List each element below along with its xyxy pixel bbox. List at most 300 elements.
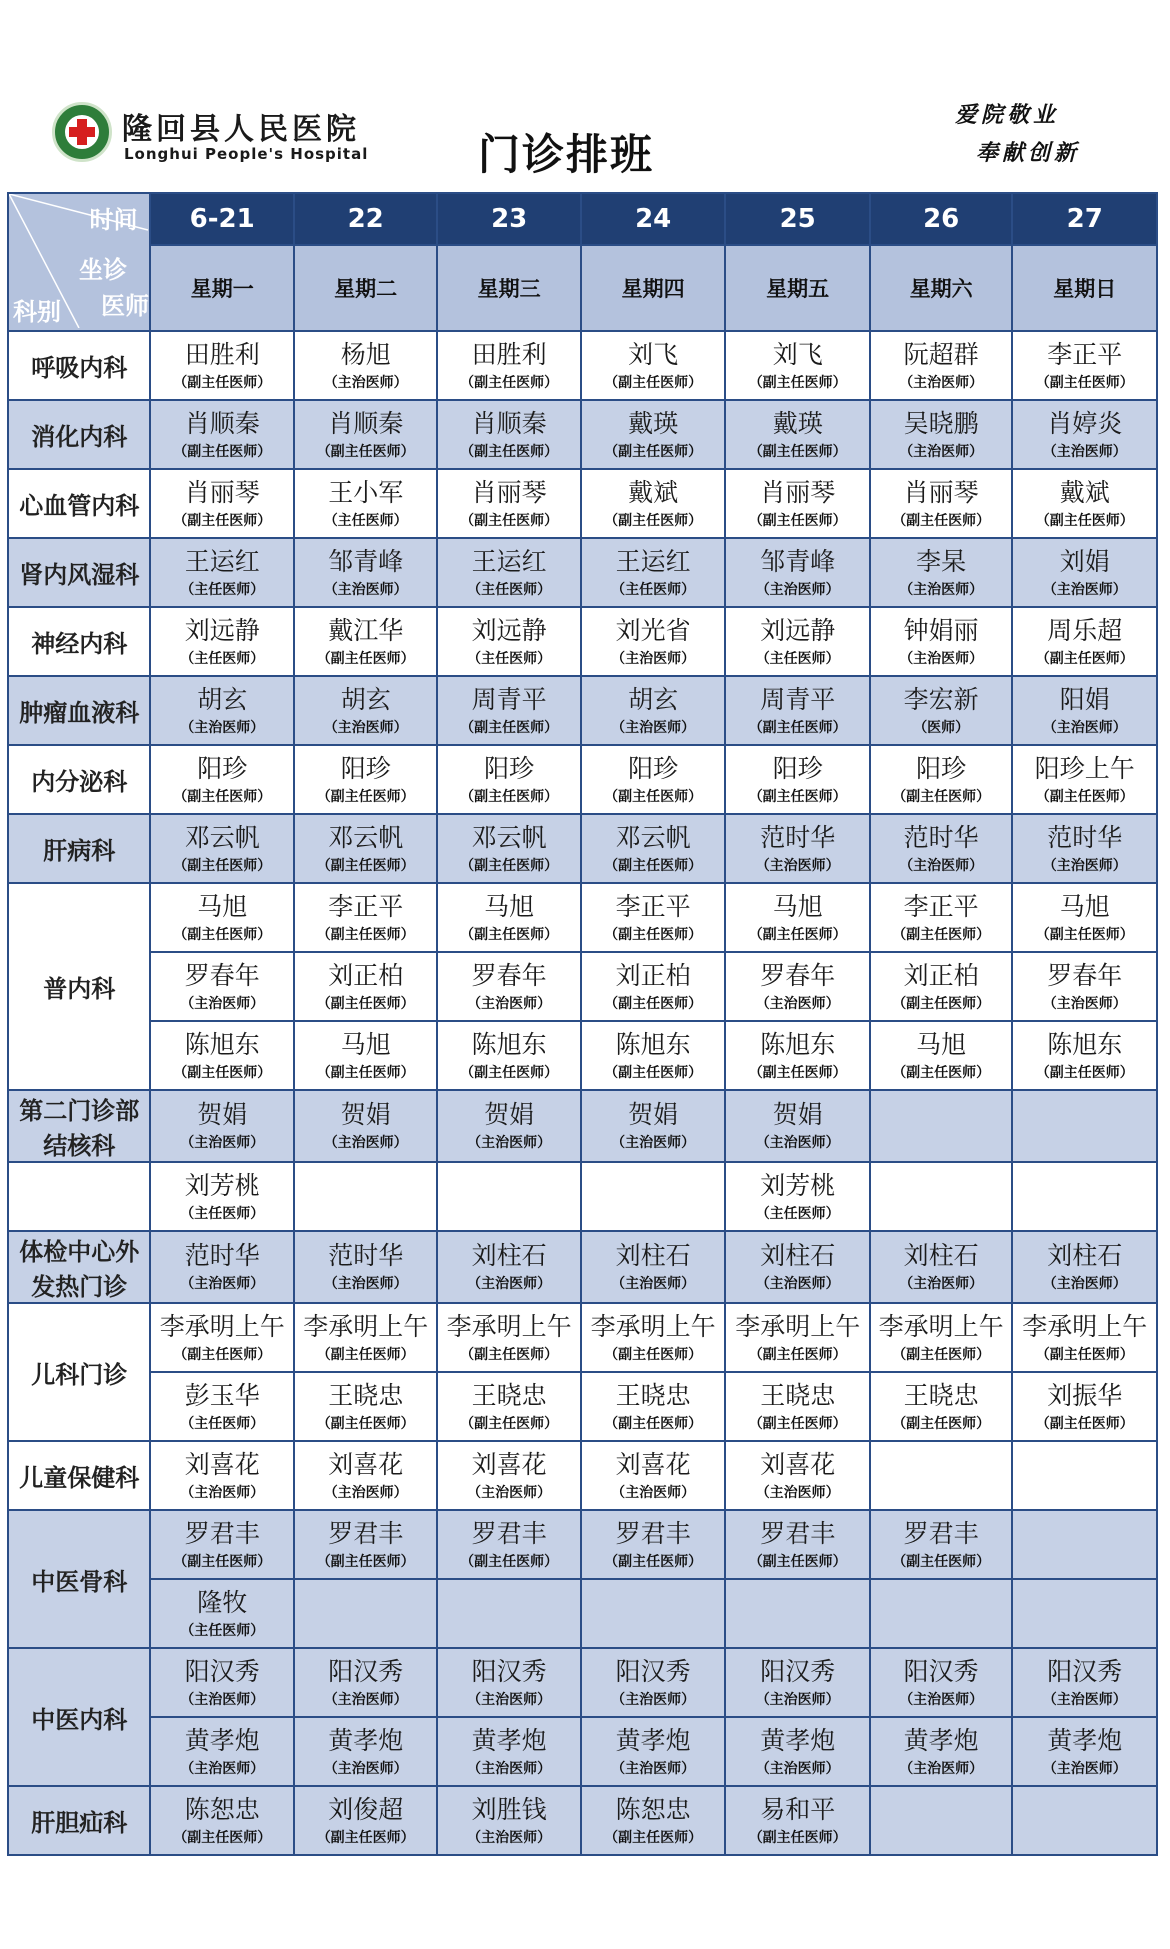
department-name: [8, 1231, 150, 1303]
doctor-title: （副主任医师）: [1035, 650, 1134, 667]
doctor-name: 贺娟: [772, 1100, 823, 1129]
doctor-title: （副主任医师）: [173, 1829, 272, 1846]
doctor-title: （主治医师）: [467, 995, 552, 1012]
doctor-title: （副主任医师）: [604, 788, 703, 805]
doctor-cell: [1012, 1303, 1157, 1372]
department-name: [8, 1162, 150, 1231]
doctor-name: 贺娟: [628, 1100, 679, 1129]
doctor-title: （主任医师）: [180, 1415, 265, 1432]
doctor-title: （副主任医师）: [173, 1553, 272, 1570]
doctor-cell: [150, 1786, 293, 1855]
doctor-title: （副主任医师）: [316, 1829, 415, 1846]
doctor-name: 罗君丰: [328, 1518, 404, 1548]
doctor-title: （副主任医师）: [316, 926, 415, 943]
doctor-title: （主治医师）: [180, 1276, 265, 1292]
doctor-name: 李承明上午: [590, 1311, 716, 1341]
doctor-title: （副主任医师）: [316, 857, 415, 874]
doctor-name: 刘喜花: [615, 1449, 691, 1479]
doctor-name: 黄孝炮: [615, 1725, 691, 1755]
doctor-cell: [581, 607, 726, 676]
department-name: [8, 1090, 150, 1162]
doctor-title: （副主任医师）: [892, 512, 991, 529]
doctor-title: （副主任医师）: [1035, 1415, 1134, 1432]
doctor-cell: [437, 1021, 580, 1090]
doctor-cell: [870, 1090, 1012, 1162]
doctor-cell: [870, 1717, 1012, 1786]
doctor-name: 罗君丰: [615, 1518, 691, 1548]
department-name: [8, 607, 150, 676]
doctor-name: 贺娟: [197, 1100, 248, 1129]
doctor-name: 阳珍: [772, 753, 823, 783]
doctor-title: （主治医师）: [755, 1484, 840, 1501]
doctor-name: 李杲: [916, 546, 967, 576]
schedule-row: [8, 469, 1157, 538]
doctor-cell: [581, 1579, 726, 1648]
doctor-title: （主治医师）: [323, 719, 408, 736]
doctor-name: 贺娟: [340, 1100, 391, 1129]
doctor-title: （副主任医师）: [460, 788, 559, 805]
schedule-row: [8, 952, 1157, 1021]
doctor-title: （主治医师）: [323, 581, 408, 598]
doctor-title: （主治医师）: [1042, 1691, 1127, 1708]
schedule-row: [8, 1441, 1157, 1510]
doctor-cell: [581, 331, 726, 400]
schedule-row: [8, 1510, 1157, 1579]
doctor-title: （主治医师）: [755, 857, 840, 874]
doctor-name: 邹青峰: [328, 546, 404, 576]
doctor-title: （副主任医师）: [1035, 788, 1134, 805]
doctor-name: 罗君丰: [760, 1518, 836, 1548]
doctor-name: 马旭: [340, 1029, 391, 1059]
doctor-name: 范时华: [328, 1241, 404, 1270]
doctor-name: 李正平: [328, 891, 404, 921]
doctor-title: （副主任医师）: [748, 374, 847, 391]
doctor-cell: [294, 1372, 437, 1441]
weekday-cell: 星期六: [870, 245, 1012, 331]
doctor-title: （副主任医师）: [748, 1553, 847, 1570]
doctor-name: 李承明上午: [878, 1311, 1004, 1341]
department-name: [8, 1510, 150, 1648]
doctor-title: （主治医师）: [180, 1135, 265, 1151]
doctor-title: （副主任医师）: [604, 1346, 703, 1363]
doctor-name: 戴斌: [1059, 477, 1110, 507]
department-name: [8, 745, 150, 814]
doctor-cell: [870, 676, 1012, 745]
hospital-name-cn: 隆回县人民医院: [122, 112, 360, 147]
doctor-name: 阳娟: [1059, 684, 1110, 714]
schedule-row: [8, 1579, 1157, 1648]
schedule-row: [8, 745, 1157, 814]
doctor-cell: [581, 400, 726, 469]
doctor-title: （副主任医师）: [460, 374, 559, 391]
doctor-name: 罗春年: [184, 960, 260, 990]
doctor-cell: [437, 1717, 580, 1786]
doctor-cell: [725, 1231, 870, 1303]
doctor-title: （副主任医师）: [460, 1553, 559, 1570]
doctor-title: （副主任医师）: [460, 926, 559, 943]
doctor-cell: [725, 1579, 870, 1648]
department-name-line1: 第二门诊部: [19, 1097, 140, 1125]
doctor-cell: [870, 1510, 1012, 1579]
doctor-title: （主任医师）: [611, 581, 696, 598]
doctor-cell: [437, 814, 580, 883]
doctor-cell: [150, 538, 293, 607]
doctor-title: （副主任医师）: [748, 1346, 847, 1363]
doctor-name: 刘正柏: [615, 960, 691, 990]
doctor-cell: [870, 1231, 1012, 1303]
doctor-name: 罗君丰: [903, 1518, 979, 1548]
doctor-title: （副主任医师）: [604, 1553, 703, 1570]
doctor-title: （主任医师）: [180, 650, 265, 667]
doctor-title: （主治医师）: [180, 1760, 265, 1777]
doctor-title: （主治医师）: [755, 1276, 840, 1292]
schedule-row: [8, 1717, 1157, 1786]
doctor-cell: [150, 469, 293, 538]
doctor-title: （主治医师）: [755, 995, 840, 1012]
doctor-title: （副主任医师）: [460, 1064, 559, 1081]
doctor-name: 戴江华: [328, 615, 404, 645]
doctor-title: （主任医师）: [467, 650, 552, 667]
doctor-title: （副主任医师）: [173, 512, 272, 529]
doctor-name: 阳汉秀: [615, 1656, 691, 1686]
doctor-cell: [294, 1162, 437, 1231]
doctor-name: 肖顺秦: [328, 408, 404, 438]
doctor-name: 周乐超: [1047, 615, 1123, 645]
doctor-cell: [581, 1441, 726, 1510]
doctor-title: （副主任医师）: [316, 1415, 415, 1432]
doctor-name: 黄孝炮: [184, 1725, 260, 1755]
doctor-cell: [725, 1510, 870, 1579]
doctor-title: （副主任医师）: [604, 1064, 703, 1081]
schedule-row: [8, 1231, 1157, 1303]
doctor-title: （副主任医师）: [604, 1415, 703, 1432]
doctor-title: （主治医师）: [180, 719, 265, 736]
department-name-line1: 儿科门诊: [31, 1360, 128, 1389]
doctor-name: 刘正柏: [328, 960, 404, 990]
doctor-name: 阮超群: [903, 339, 979, 369]
motto-line-2: 奉献创新: [976, 140, 1081, 166]
doctor-name: 贺娟: [484, 1100, 535, 1129]
doctor-cell: [870, 331, 1012, 400]
corner-dept-label: 科别: [13, 298, 61, 326]
doctor-cell: [437, 1090, 580, 1162]
doctor-title: （主治医师）: [180, 1691, 265, 1708]
doctor-cell: [1012, 538, 1157, 607]
doctor-cell: [1012, 1441, 1157, 1510]
department-name-line1: 肝病科: [43, 837, 116, 865]
doctor-title: （主治医师）: [467, 1829, 552, 1846]
doctor-cell: [581, 883, 726, 952]
doctor-name: 邓云帆: [184, 822, 260, 852]
doctor-title: （副主任医师）: [892, 1346, 991, 1363]
doctor-name: 陈旭东: [615, 1029, 691, 1059]
doctor-cell: [150, 1510, 293, 1579]
doctor-title: （主治医师）: [1042, 1276, 1127, 1292]
doctor-name: 刘柱石: [471, 1241, 547, 1270]
doctor-name: 阳汉秀: [328, 1656, 404, 1686]
doctor-title: （主任医师）: [180, 1205, 265, 1222]
schedule-row: [8, 1648, 1157, 1717]
doctor-name: 田胜利: [471, 339, 547, 369]
doctor-cell: [1012, 1372, 1157, 1441]
department-name-line2: 结核科: [43, 1132, 116, 1160]
doctor-cell: [725, 1786, 870, 1855]
schedule-row: [8, 883, 1157, 952]
doctor-name: 马旭: [772, 891, 823, 921]
weekday-cell: 星期二: [294, 245, 437, 331]
doctor-cell: [581, 1648, 726, 1717]
doctor-name: 李承明上午: [303, 1311, 429, 1341]
doctor-cell: [437, 1786, 580, 1855]
date-cell: 23: [437, 193, 580, 245]
doctor-cell: [870, 745, 1012, 814]
doctor-title: （医师）: [913, 719, 970, 736]
doctor-cell: [725, 1372, 870, 1441]
weekday-header-row: [8, 245, 1157, 331]
doctor-cell: [581, 952, 726, 1021]
doctor-cell: [294, 1303, 437, 1372]
page-title: 门诊排班: [478, 130, 655, 179]
doctor-title: （副主任医师）: [748, 512, 847, 529]
doctor-name: 马旭: [197, 891, 248, 921]
doctor-title: （副主任医师）: [173, 857, 272, 874]
doctor-cell: [150, 1648, 293, 1717]
schedule-row: [8, 1162, 1157, 1231]
hospital-name-en: Longhui People's Hospital: [124, 145, 369, 163]
doctor-title: （主治医师）: [899, 374, 984, 391]
doctor-name: 黄孝炮: [903, 1725, 979, 1755]
doctor-name: 王晓忠: [328, 1380, 404, 1410]
doctor-cell: [437, 883, 580, 952]
doctor-title: （副主任医师）: [460, 857, 559, 874]
doctor-title: （主治医师）: [899, 1276, 984, 1292]
doctor-title: （主任医师）: [180, 1622, 265, 1639]
doctor-title: （主治医师）: [180, 995, 265, 1012]
doctor-name: 王晓忠: [471, 1380, 547, 1410]
doctor-cell: [725, 1162, 870, 1231]
doctor-cell: [581, 1021, 726, 1090]
doctor-title: （主治医师）: [1042, 857, 1127, 874]
doctor-title: （副主任医师）: [748, 788, 847, 805]
doctor-cell: [150, 676, 293, 745]
doctor-name: 肖丽琴: [760, 477, 836, 507]
doctor-cell: [581, 1231, 726, 1303]
doctor-title: （副主任医师）: [173, 1346, 272, 1363]
doctor-name: 刘远静: [184, 615, 260, 645]
doctor-title: （副主任医师）: [748, 1415, 847, 1432]
schedule-row: [8, 1303, 1157, 1372]
doctor-title: （副主任医师）: [1035, 1346, 1134, 1363]
doctor-title: （副主任医师）: [1035, 512, 1134, 529]
doctor-title: （副主任医师）: [460, 719, 559, 736]
doctor-cell: [294, 1786, 437, 1855]
doctor-cell: [725, 1021, 870, 1090]
doctor-name: 刘飞: [628, 339, 679, 369]
doctor-cell: [150, 1717, 293, 1786]
doctor-title: （主治医师）: [611, 719, 696, 736]
doctor-title: （主治医师）: [1042, 581, 1127, 598]
doctor-name: 刘柱石: [760, 1241, 836, 1270]
doctor-title: （副主任医师）: [316, 995, 415, 1012]
doctor-cell: [725, 331, 870, 400]
doctor-name: 刘喜花: [471, 1449, 547, 1479]
doctor-name: 刘柱石: [903, 1241, 979, 1270]
doctor-name: 吴晓鹏: [903, 408, 979, 438]
doctor-name: 阳珍: [916, 753, 967, 783]
doctor-cell: [870, 1162, 1012, 1231]
doctor-title: （副主任医师）: [604, 857, 703, 874]
schedule-row: [8, 400, 1157, 469]
doctor-name: 胡玄: [340, 684, 391, 714]
doctor-name: 刘飞: [772, 339, 823, 369]
doctor-cell: [294, 745, 437, 814]
doctor-name: 刘俊超: [328, 1794, 404, 1824]
doctor-cell: [870, 469, 1012, 538]
schedule-row: [8, 1372, 1157, 1441]
doctor-cell: [150, 745, 293, 814]
doctor-cell: [581, 1162, 726, 1231]
doctor-title: （副主任医师）: [1035, 374, 1134, 391]
doctor-name: 黄孝炮: [471, 1725, 547, 1755]
doctor-cell: [294, 1441, 437, 1510]
doctor-name: 罗春年: [1047, 960, 1123, 990]
red-cross-bar: [69, 127, 95, 137]
doctor-cell: [870, 400, 1012, 469]
doctor-title: （副主任医师）: [173, 926, 272, 943]
doctor-title: （主治医师）: [899, 857, 984, 874]
doctor-title: （主治医师）: [323, 1484, 408, 1501]
doctor-name: 周青平: [760, 684, 836, 714]
doctor-title: （主治医师）: [323, 1135, 408, 1151]
schedule-row: [8, 1090, 1157, 1162]
doctor-cell: [1012, 814, 1157, 883]
doctor-cell: [294, 676, 437, 745]
doctor-title: （副主任医师）: [604, 926, 703, 943]
doctor-cell: [870, 1441, 1012, 1510]
doctor-cell: [294, 607, 437, 676]
doctor-cell: [437, 1648, 580, 1717]
doctor-cell: [437, 607, 580, 676]
doctor-title: （主治医师）: [899, 443, 984, 460]
doctor-title: （主治医师）: [611, 1484, 696, 1501]
doctor-title: （主治医师）: [323, 1760, 408, 1777]
doctor-cell: [294, 1717, 437, 1786]
doctor-name: 李承明上午: [159, 1311, 285, 1341]
doctor-cell: [870, 1372, 1012, 1441]
doctor-name: 马旭: [916, 1029, 967, 1059]
doctor-title: （副主任医师）: [892, 1553, 991, 1570]
doctor-cell: [150, 1579, 293, 1648]
doctor-title: （副主任医师）: [748, 926, 847, 943]
doctor-cell: [150, 952, 293, 1021]
date-cell: 25: [725, 193, 870, 245]
doctor-name: 马旭: [1059, 891, 1110, 921]
doctor-name: 刘振华: [1047, 1380, 1123, 1410]
doctor-title: （副主任医师）: [173, 374, 272, 391]
doctor-title: （主治医师）: [323, 374, 408, 391]
doctor-name: 王运红: [615, 546, 691, 576]
doctor-cell: [294, 883, 437, 952]
doctor-cell: [725, 745, 870, 814]
corner-header: [8, 193, 150, 331]
date-cell: 26: [870, 193, 1012, 245]
motto-line-1: 爱院敬业: [955, 102, 1060, 128]
doctor-name: 钟娟丽: [903, 615, 979, 645]
doctor-title: （主治医师）: [611, 1760, 696, 1777]
department-name: [8, 1441, 150, 1510]
doctor-name: 刘胜钱: [471, 1794, 547, 1824]
doctor-name: 李承明上午: [1022, 1311, 1148, 1341]
doctor-title: （副主任医师）: [316, 1064, 415, 1081]
doctor-name: 李正平: [903, 891, 979, 921]
doctor-cell: [725, 538, 870, 607]
doctor-title: （主治医师）: [611, 1691, 696, 1708]
doctor-cell: [437, 1441, 580, 1510]
doctor-cell: [725, 400, 870, 469]
doctor-title: （主治医师）: [1042, 995, 1127, 1012]
doctor-name: 罗春年: [471, 960, 547, 990]
doctor-cell: [294, 538, 437, 607]
doctor-cell: [870, 538, 1012, 607]
doctor-title: （副主任医师）: [748, 1064, 847, 1081]
doctor-name: 范时华: [903, 822, 979, 852]
schedule-row: [8, 1021, 1157, 1090]
doctor-cell: [1012, 1648, 1157, 1717]
doctor-title: （主治医师）: [899, 1760, 984, 1777]
doctor-title: （副主任医师）: [173, 443, 272, 460]
doctor-cell: [150, 1372, 293, 1441]
doctor-cell: [294, 952, 437, 1021]
doctor-name: 易和平: [760, 1794, 836, 1824]
weekday-cell: 星期五: [725, 245, 870, 331]
doctor-cell: [294, 1231, 437, 1303]
schedule-row: [8, 538, 1157, 607]
doctor-name: 邹青峰: [760, 546, 836, 576]
doctor-cell: [150, 400, 293, 469]
doctor-title: （主任医师）: [180, 581, 265, 598]
weekday-cell: 星期日: [1012, 245, 1157, 331]
weekday-cell: 星期三: [437, 245, 580, 331]
doctor-name: 肖丽琴: [903, 477, 979, 507]
department-name-line1: 中医内科: [31, 1705, 128, 1734]
doctor-name: 胡玄: [628, 684, 679, 714]
doctor-name: 黄孝炮: [328, 1725, 404, 1755]
doctor-title: （副主任医师）: [460, 443, 559, 460]
doctor-name: 阳珍: [340, 753, 391, 783]
doctor-cell: [725, 607, 870, 676]
schedule-row: [8, 331, 1157, 400]
doctor-title: （副主任医师）: [892, 788, 991, 805]
doctor-title: （主治医师）: [467, 1135, 552, 1151]
doctor-name: 罗君丰: [471, 1518, 547, 1548]
doctor-cell: [1012, 331, 1157, 400]
doctor-name: 田胜利: [184, 339, 260, 369]
department-name: [8, 883, 150, 1090]
doctor-cell: [581, 1372, 726, 1441]
doctor-title: （主治医师）: [611, 1276, 696, 1292]
department-name: [8, 538, 150, 607]
doctor-cell: [581, 469, 726, 538]
doctor-name: 李承明上午: [735, 1311, 861, 1341]
date-cell: 22: [294, 193, 437, 245]
department-name-line1: 内分泌科: [31, 768, 128, 796]
doctor-title: （主任医师）: [755, 650, 840, 667]
doctor-cell: [1012, 1579, 1157, 1648]
date-cell: 6-21: [150, 193, 293, 245]
doctor-name: 刘芳桃: [184, 1170, 260, 1200]
doctor-title: （副主任医师）: [316, 788, 415, 805]
doctor-name: 戴瑛: [628, 408, 679, 438]
